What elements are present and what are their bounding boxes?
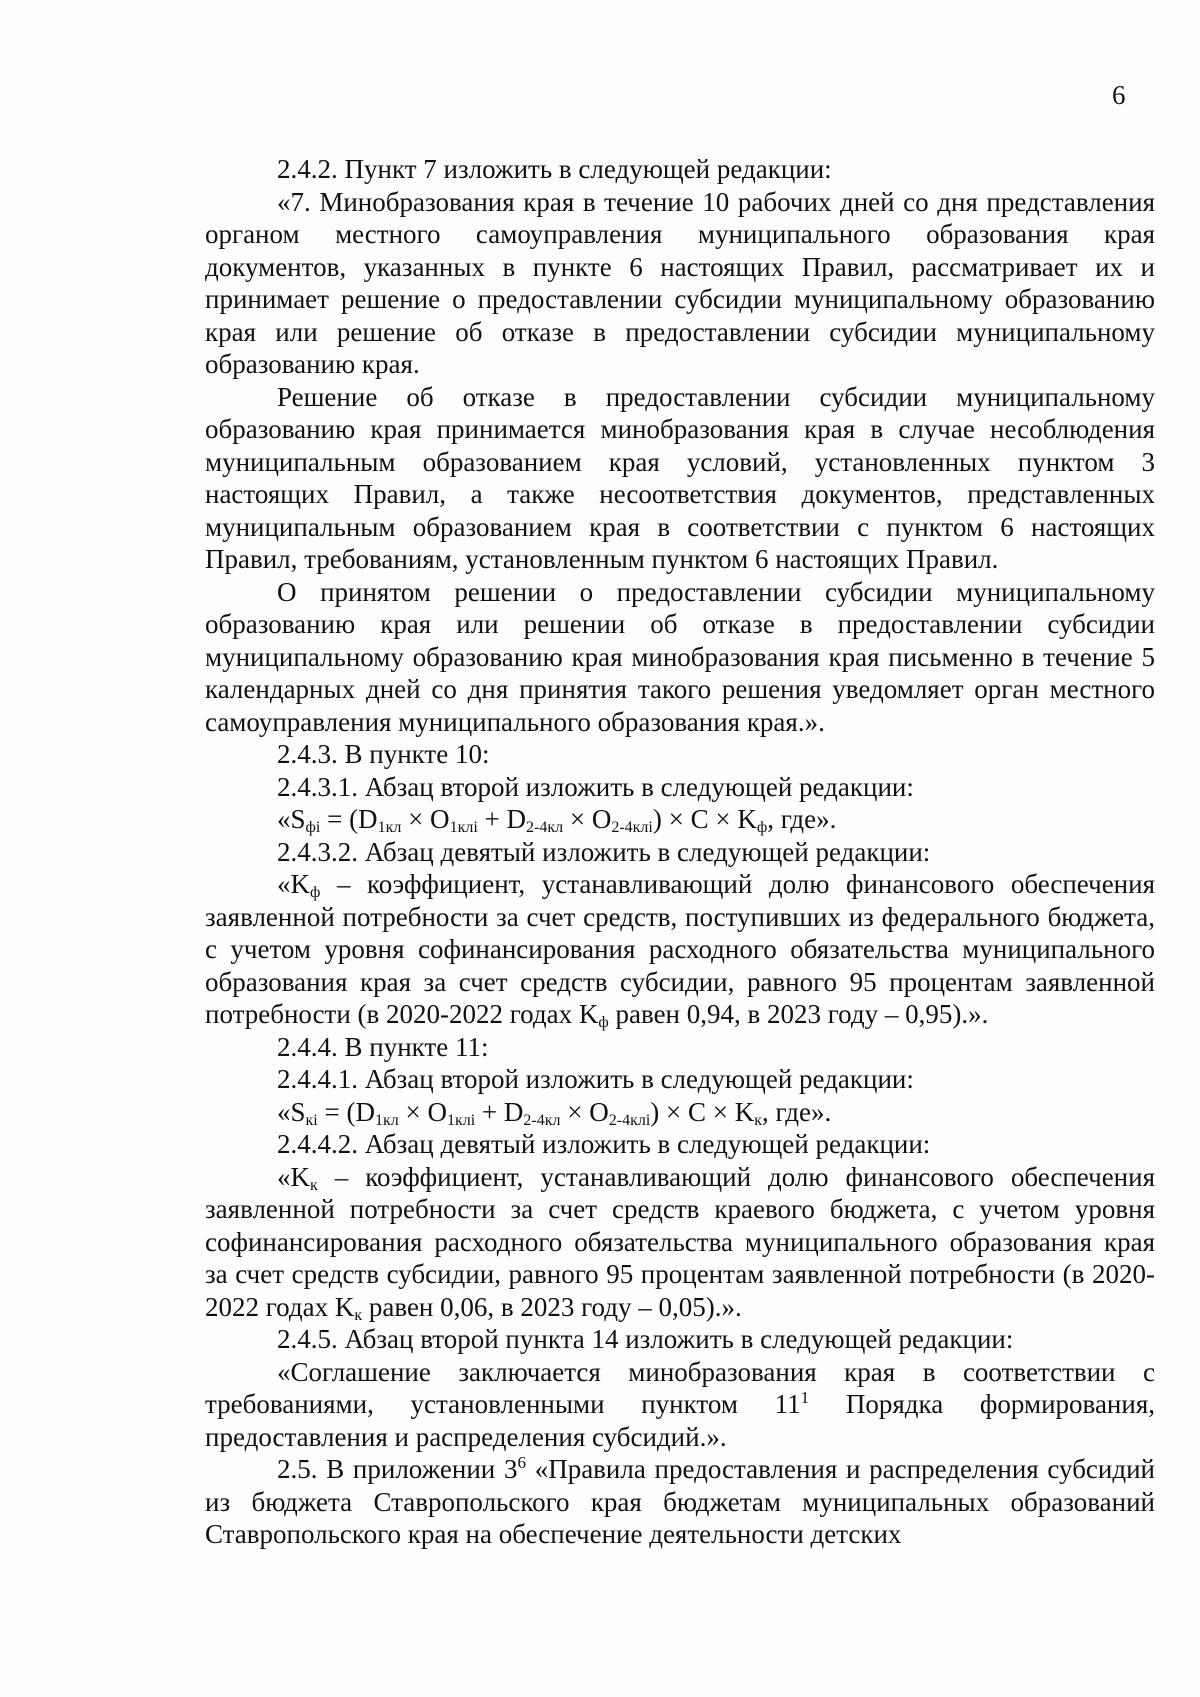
paragraph-2-4-3: 2.4.3. В пункте 10: [277,739,490,769]
paragraph-2-4-5: 2.4.5. Абзац второй пункта 14 изложить в следующей редакции: [277,1324,1014,1354]
paragraph-refusal-decision: Решение об отказе в предоставлении субсидии муниципальному образованию края принимается минобразования края в случае несоблюдения муниципальным образованием края условий, установленных пунктом 3 настоящих Правил, а также несоответствия документов, представленных муниципальным образованием края в соответствии с пунктом 6 настоящих Правил, требованиям, установленным пунктом 6 настоящих Правил. [205,381,1155,574]
paragraph-2-4-4-1: 2.4.4.1. Абзац второй изложить в следующей редакции: [277,1064,914,1094]
paragraph-2-4-4-2: 2.4.4.2. Абзац девятый изложить в следующей редакции: [277,1129,931,1159]
paragraph-2-4-4: 2.4.4. В пункте 11: [277,1031,489,1062]
formula-s-ki: «$S_{кi} = (D_{1кл} \times O_{1клi} + D_{2-4кл} \times O_{2-4клi}) \times C \times K_к$, где». [277,1096,832,1129]
paragraph-notification: О принятом решении о предоставлении субсидии муниципальному образованию края или решении об отказе в предоставлении субсидии муниципальному образованию края минобразования края письменно в течение 5 календарных дней со дня принятия такого решения уведомляет орган местного самоуправления муниципального образования края.». [205,576,1155,737]
paragraph-2-5: 2.5. В приложении $3^6$ «Правила предоставления и распределения субсидий из бюджета Ставропольского края бюджетам муниципальных образований Ставропольского края на обеспечение деятельности детских [205,1453,1155,1549]
formula-s-fi: «$S_{фi} = (D_{1кл} \times O_{1клi} + D_{2-4кл} \times O_{2-4клi}) \times C \times K_ф$, где». [277,804,837,836]
paragraph-point-7: «7. Минобразования края в течение 10 рабочих дней со дня представления органом местного самоуправления муниципального образования края документов, указанных в пункте 6 настоящих Правил, рассматривает их и принимает решение о предоставлении субсидии муниципальному образованию края или решение об отказе в предоставлении субсидии муниципальному образованию края. [205,186,1155,379]
paragraph-2-4-3-1: 2.4.3.1. Абзац второй изложить в следующей редакции: [277,771,914,802]
paragraph-agreement: «Соглашение заключается минобразования края в соответствии с требованиями, установленными пунктом $11^1$ Порядка формирования, предоставления и распределения субсидий.». [205,1356,1155,1452]
paragraph-2-4-2: 2.4.2. Пункт 7 изложить в следующей редакции: [277,154,832,184]
paragraph-2-4-3-2: 2.4.3.2. Абзац девятый изложить в следующей редакции: [277,836,931,867]
page-number: 6 [1112,80,1126,110]
paragraph-kk-definition: «$K_к$ – коэффициент, устанавливающий долю финансового обеспечения заявленной потребности за счет средств краевого бюджета, с учетом уровня софинансирования расходного обязательства муниципального образования края за счет средств субсидии, равного 95 процентам заявленной потребности (в 2020-2022 годах $K_к$ равен 0,06, в 2023 году – 0,05).». [205,1161,1155,1324]
paragraph-kf-definition: «$K_ф$ – коэффициент, устанавливающий долю финансового обеспечения заявленной потребности за счет средств, поступивших из федерального бюджета, с учетом уровня софинансирования расходного обязательства муниципального образования края за счет средств субсидии, равного 95 процентам заявленной потребности (в 2020-2022 годах $K_ф$ равен 0,94, в 2023 году – 0,95).». [205,869,1155,1031]
document-body [205,153,1155,1551]
